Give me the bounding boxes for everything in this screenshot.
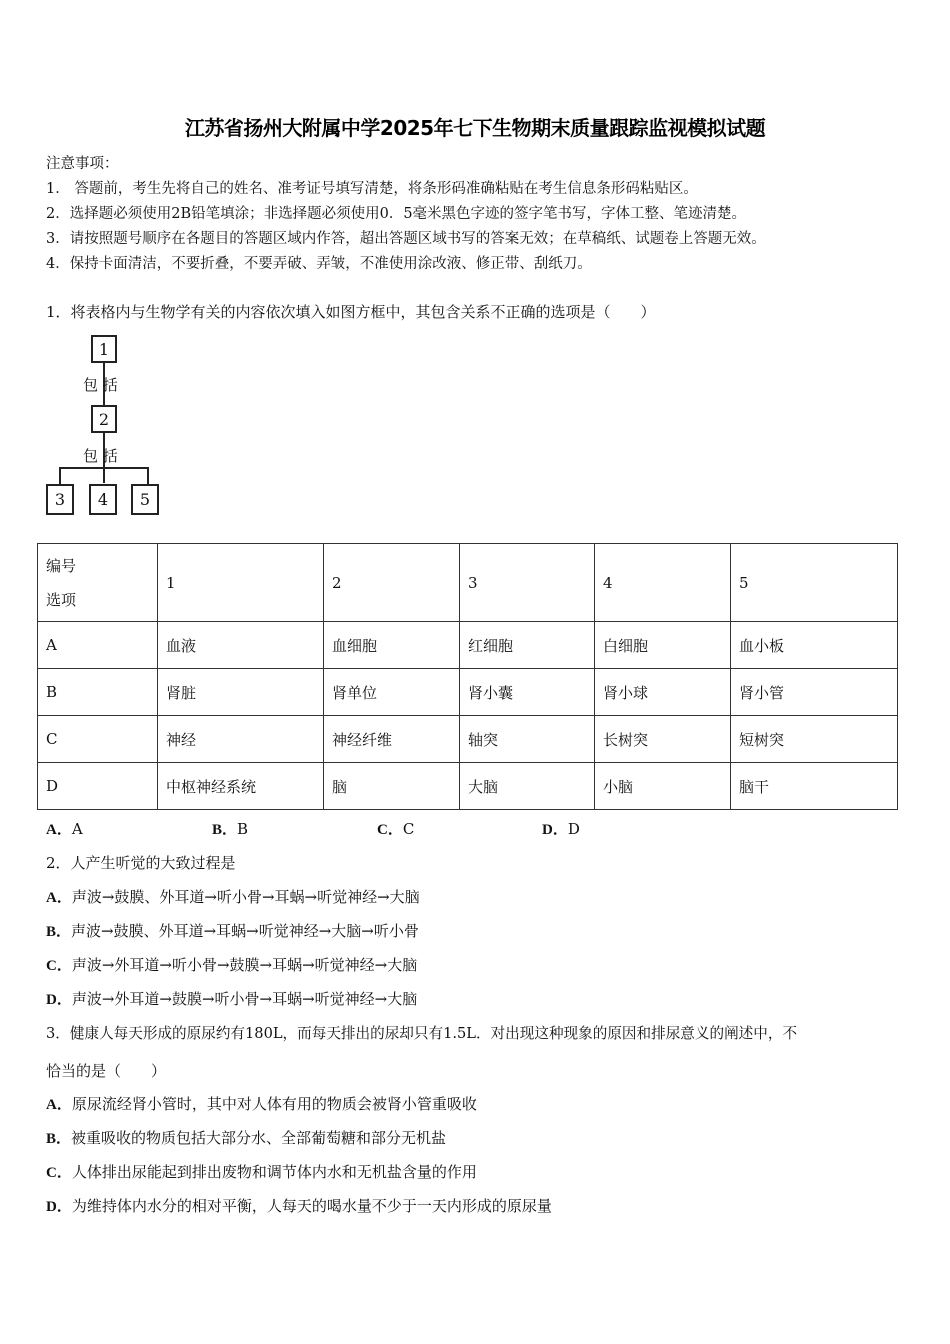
option-text: 声波→外耳道→听小骨→鼓膜→耳蜗→听觉神经→大脑	[71, 956, 418, 974]
answer-option-b[interactable]	[46, 1127, 446, 1148]
notice-heading: 注意事项：	[46, 156, 119, 172]
table-cell: 脑	[324, 763, 460, 810]
option-letter: C．	[46, 958, 72, 974]
question-2-stem: 2．人产生听觉的大致过程是	[46, 854, 236, 872]
option-letter: D．	[46, 1199, 72, 1215]
answer-option-c[interactable]	[46, 954, 417, 975]
table-row	[38, 669, 898, 716]
answer-option-a[interactable]	[46, 818, 83, 839]
answer-option-d[interactable]	[46, 1195, 552, 1216]
diagram-box-2: 2	[91, 405, 117, 433]
table-cell: 大脑	[460, 763, 595, 810]
notice-item: 2．选择题必须使用2B铅笔填涂；非选择题必须使用0．5毫米黑色字迹的签字笔书写，字体工整、笔迹清楚。	[46, 206, 747, 222]
table-row	[38, 622, 898, 669]
diagram-box-4: 4	[89, 484, 117, 515]
table-cell: 肾小管	[731, 669, 898, 716]
option-letter: B．	[46, 1131, 72, 1147]
page-title: 江苏省扬州大附属中学2025年七下生物期末质量跟踪监视模拟试题	[184, 116, 766, 140]
row-option: A	[38, 622, 158, 669]
table-cell: 肾小球	[595, 669, 731, 716]
option-letter: B．	[212, 822, 238, 838]
option-text: A	[71, 820, 83, 838]
notice-item: 3．请按照题号顺序在各题目的答题区域内作答，超出答题区域书写的答案无效；在草稿纸、试题卷上答题无效。	[46, 231, 766, 247]
option-letter: C．	[46, 1165, 72, 1181]
answer-option-d[interactable]	[46, 988, 417, 1009]
answer-option-c[interactable]	[377, 818, 414, 839]
option-text: 声波→鼓膜、外耳道→听小骨→耳蜗→听觉神经→大脑	[71, 888, 420, 906]
question-3-stem-line-2: 恰当的是（ ）	[46, 1062, 167, 1080]
answer-option-d[interactable]	[542, 818, 580, 839]
options-table	[37, 543, 898, 810]
option-text: 声波→外耳道→鼓膜→听小骨→耳蜗→听觉神经→大脑	[71, 990, 418, 1008]
option-letter: B．	[46, 924, 72, 940]
column-header: 1	[158, 544, 324, 622]
relation-label: 包 括	[83, 376, 118, 394]
row-option: D	[38, 763, 158, 810]
option-text: 声波→鼓膜、外耳道→耳蜗→听觉神经→大脑→听小骨	[71, 922, 419, 940]
header-label-option: 选项	[46, 590, 77, 609]
table-cell: 红细胞	[460, 622, 595, 669]
table-cell: 轴突	[460, 716, 595, 763]
table-cell: 血液	[158, 622, 324, 669]
option-text: C	[402, 820, 415, 838]
table-cell: 短树突	[731, 716, 898, 763]
diagram-box-1: 1	[91, 335, 117, 363]
table-cell: 脑干	[731, 763, 898, 810]
table-cell: 血小板	[731, 622, 898, 669]
column-header: 2	[324, 544, 460, 622]
table-header-row	[38, 544, 898, 622]
relation-label: 包 括	[83, 447, 118, 465]
question-1-stem: 1．将表格内与生物学有关的内容依次填入如图方框中，其包含关系不正确的选项是（ ）	[46, 303, 656, 321]
column-header: 5	[731, 544, 898, 622]
connector-line	[147, 467, 149, 485]
answer-option-a[interactable]	[46, 1093, 477, 1114]
option-letter: D．	[542, 822, 568, 838]
answer-option-c[interactable]	[46, 1161, 477, 1182]
option-letter: A．	[46, 890, 72, 906]
option-text: B	[237, 820, 249, 838]
table-row	[38, 716, 898, 763]
option-text: 原尿流经肾小管时，其中对人体有用的物质会被肾小管重吸收	[71, 1095, 477, 1113]
notice-item: 1． 答题前，考生先将自己的姓名、准考证号填写清楚，将条形码准确粘贴在考生信息条形码粘贴区。	[46, 181, 698, 197]
table-cell: 神经纤维	[324, 716, 460, 763]
diagram-box-3: 3	[46, 484, 74, 515]
row-option: B	[38, 669, 158, 716]
table-cell: 肾小囊	[460, 669, 595, 716]
table-cell: 白细胞	[595, 622, 731, 669]
header-label-number: 编号	[46, 556, 77, 575]
connector-line	[59, 467, 61, 485]
table-cell: 中枢神经系统	[158, 763, 324, 810]
connector-line	[59, 467, 149, 469]
option-letter: D．	[46, 992, 72, 1008]
column-header: 3	[460, 544, 595, 622]
answer-option-b[interactable]	[212, 818, 248, 839]
option-text: 人体排出尿能起到排出废物和调节体内水和无机盐含量的作用	[71, 1163, 477, 1181]
table-cell: 血细胞	[324, 622, 460, 669]
table-cell: 长树突	[595, 716, 731, 763]
option-text: D	[567, 820, 580, 838]
notice-item: 4．保持卡面清洁，不要折叠，不要弄破、弄皱，不准使用涂改液、修正带、刮纸刀。	[46, 256, 592, 272]
answer-option-a[interactable]	[46, 886, 420, 907]
option-text: 被重吸收的物质包括大部分水、全部葡萄糖和部分无机盐	[71, 1129, 447, 1147]
option-letter: C．	[377, 822, 403, 838]
option-letter: A．	[46, 822, 72, 838]
table-cell: 神经	[158, 716, 324, 763]
row-option: C	[38, 716, 158, 763]
table-cell: 肾单位	[324, 669, 460, 716]
diagram-box-5: 5	[131, 484, 159, 515]
table-cell: 肾脏	[158, 669, 324, 716]
table-row	[38, 763, 898, 810]
answer-option-b[interactable]	[46, 920, 419, 941]
column-header: 4	[595, 544, 731, 622]
table-cell: 小脑	[595, 763, 731, 810]
question-3-stem-line-1: 3．健康人每天形成的原尿约有180L，而每天排出的尿却只有1.5L．对出现这种现象的原因和排尿意义的阐述中，不	[46, 1025, 798, 1042]
option-letter: A．	[46, 1097, 72, 1113]
header-corner-cell	[38, 544, 158, 622]
option-text: 为维持体内水分的相对平衡，人每天的喝水量不少于一天内形成的原尿量	[71, 1197, 552, 1215]
